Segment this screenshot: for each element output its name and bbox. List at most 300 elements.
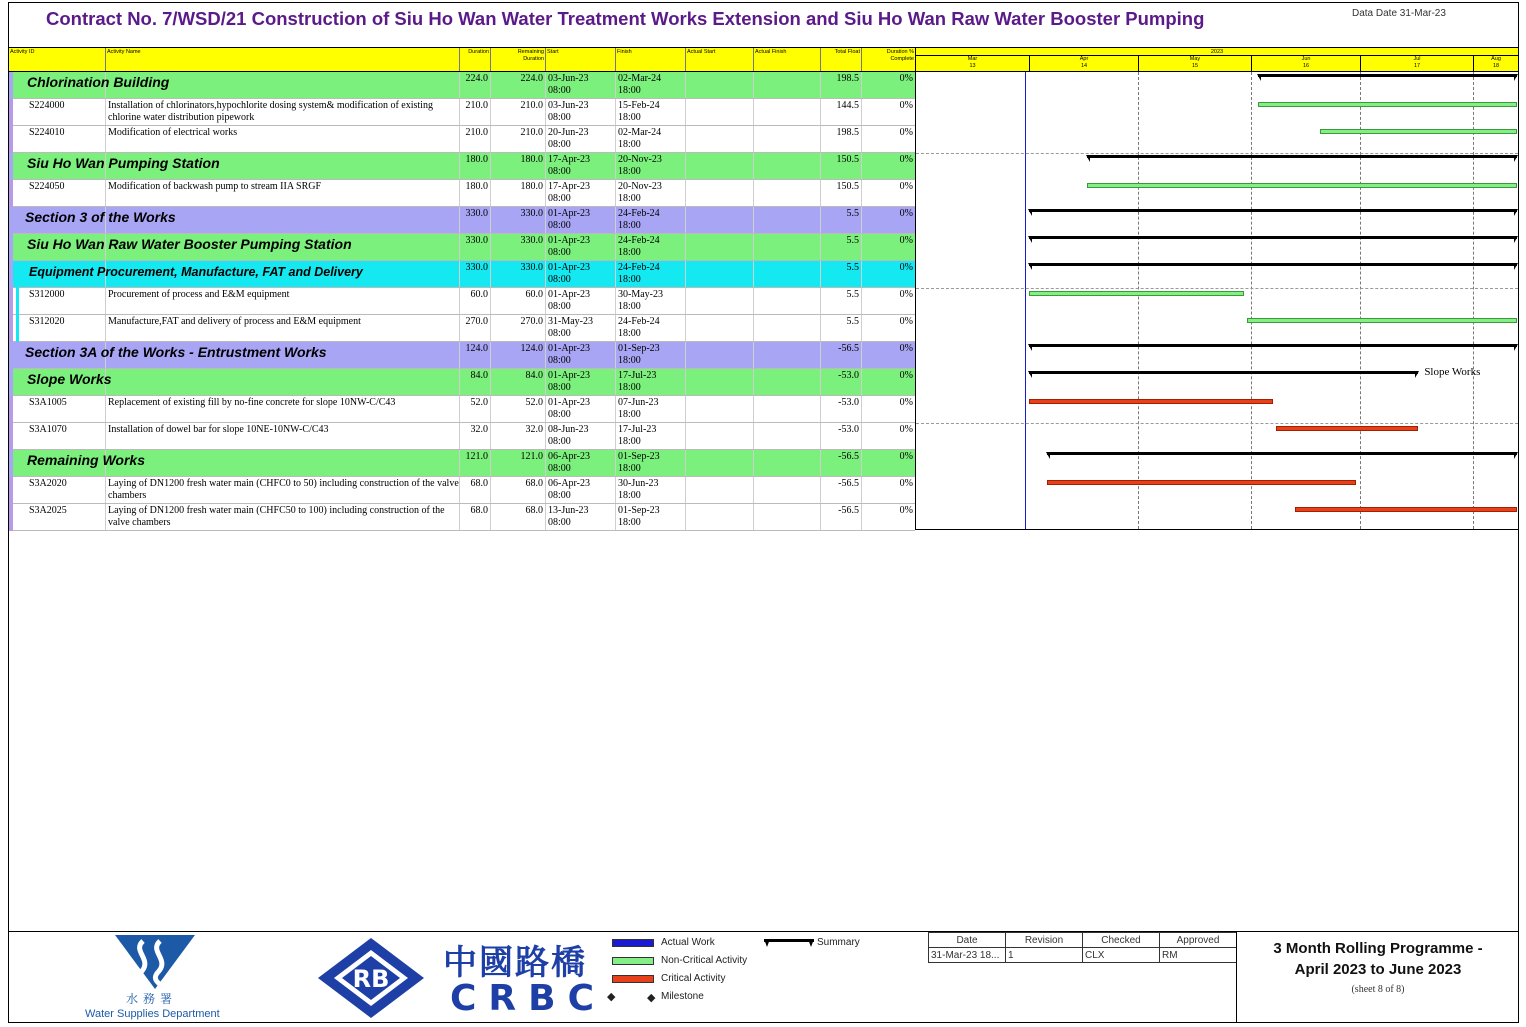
activity-row[interactable] xyxy=(9,288,915,315)
remaining-duration: 32.0 xyxy=(491,423,546,449)
actual-finish xyxy=(754,261,821,287)
footer-divider xyxy=(9,931,1519,932)
actual-finish xyxy=(754,450,821,476)
finish-date xyxy=(616,450,686,476)
table-header xyxy=(9,47,915,72)
total-float: -56.5 xyxy=(821,504,862,530)
total-float: 5.5 xyxy=(821,315,862,341)
finish-date xyxy=(616,342,686,368)
finish-date-value: 30-Jun-23 xyxy=(618,478,659,489)
actual-start xyxy=(686,99,754,125)
start-date xyxy=(546,72,616,98)
col-total-float[interactable]: Total Float xyxy=(821,48,862,71)
duration: 330.0 xyxy=(460,234,491,260)
duration: 330.0 xyxy=(460,207,491,233)
start-date-value: 06-Apr-23 xyxy=(548,451,591,462)
legend-critical-swatch xyxy=(612,975,654,983)
actual-finish xyxy=(754,180,821,206)
remaining-duration: 84.0 xyxy=(491,369,546,395)
wbs-group-name: Section 3 of the Works xyxy=(25,209,176,225)
milestone-icon: ◆ xyxy=(607,991,616,1003)
actual-finish xyxy=(754,99,821,125)
critical-activity-bar[interactable] xyxy=(1295,507,1517,512)
summary-bar-icon xyxy=(764,938,814,950)
start-date xyxy=(546,477,616,503)
month-gridline xyxy=(1251,72,1252,529)
actual-start xyxy=(686,315,754,341)
col-remaining-label: Remaining xyxy=(517,49,544,55)
finish-date xyxy=(616,261,686,287)
duration: 52.0 xyxy=(460,396,491,422)
programme-title-line-1: 3 Month Rolling Programme - xyxy=(1273,940,1483,957)
duration-percent: 0% xyxy=(899,208,913,219)
activity-name: Laying of DN1200 fresh water main (CHFC50 to 100) including construction of the valve chambers xyxy=(106,504,460,530)
critical-activity-bar[interactable] xyxy=(1029,399,1273,404)
summary-bar[interactable] xyxy=(1047,452,1516,455)
rev-header-checked: Checked xyxy=(1083,933,1160,948)
page-title: Contract No. 7/WSD/21 Construction of Siu Ho Wan Water Treatment Works Extension and Siu Ho Wan Raw Water Booster Pumping xyxy=(46,8,1205,29)
remaining-duration: 330.0 xyxy=(491,234,546,260)
start-time-value: 08:00 xyxy=(548,274,571,285)
remaining-duration: 60.0 xyxy=(491,288,546,314)
duration: 32.0 xyxy=(460,423,491,449)
total-float: -53.0 xyxy=(821,369,862,395)
finish-date-value: 20-Nov-23 xyxy=(618,181,662,192)
actual-finish xyxy=(754,126,821,152)
duration-percent: 0% xyxy=(899,73,913,84)
finish-date xyxy=(616,99,686,125)
finish-date-value: 30-May-23 xyxy=(618,289,663,300)
start-date-value: 01-Apr-23 xyxy=(548,370,591,381)
remaining-duration: 210.0 xyxy=(491,99,546,125)
bar-label: Slope Works xyxy=(1424,366,1481,378)
summary-bar[interactable] xyxy=(1029,236,1517,239)
actual-finish xyxy=(754,288,821,314)
start-date-value: 01-Apr-23 xyxy=(548,397,591,408)
noncritical-activity-bar[interactable] xyxy=(1247,318,1516,323)
col-pct-label-2: Complete xyxy=(890,56,914,62)
wbs-group-row[interactable] xyxy=(9,369,915,396)
duration: 270.0 xyxy=(460,315,491,341)
start-date xyxy=(546,207,616,233)
total-float: 150.5 xyxy=(821,180,862,206)
month-number: 16 xyxy=(1302,63,1310,69)
total-float: 198.5 xyxy=(821,72,862,98)
total-float: 5.5 xyxy=(821,234,862,260)
start-time-value: 08:00 xyxy=(548,301,571,312)
duration-percent: 0% xyxy=(899,370,913,381)
start-date xyxy=(546,234,616,260)
month-name: Aug xyxy=(1491,56,1501,62)
finish-time-value: 18:00 xyxy=(618,436,641,447)
finish-date-value: 17-Jul-23 xyxy=(618,424,657,435)
actual-finish xyxy=(754,369,821,395)
start-time-value: 08:00 xyxy=(548,112,571,123)
month-number: 15 xyxy=(1191,63,1199,69)
start-time-value: 08:00 xyxy=(548,463,571,474)
activity-id: S224050 xyxy=(9,180,106,206)
rev-header-date: Date xyxy=(929,933,1006,948)
finish-date-value: 24-Feb-24 xyxy=(618,316,660,327)
finish-date xyxy=(616,72,686,98)
start-date xyxy=(546,99,616,125)
finish-time-value: 18:00 xyxy=(618,220,641,231)
legend-actual-work: Actual Work xyxy=(661,937,715,948)
programme-title xyxy=(1238,938,1518,980)
activity-name: Procurement of process and E&M equipment xyxy=(106,288,460,314)
finish-time-value: 18:00 xyxy=(618,301,641,312)
col-pct-label: Duration % xyxy=(886,49,914,55)
activity-name: Replacement of existing fill by no-fine concrete for slope 10NW-C/C43 xyxy=(106,396,460,422)
actual-start xyxy=(686,180,754,206)
start-date xyxy=(546,450,616,476)
duration-percent: 0% xyxy=(899,478,913,489)
month-gridline xyxy=(1138,72,1139,529)
rev-value-date: 31-Mar-23 18... xyxy=(929,948,1006,963)
wbs-group-name: Remaining Works xyxy=(27,452,145,468)
actual-start xyxy=(686,72,754,98)
duration-percent: 0% xyxy=(899,397,913,408)
start-time-value: 08:00 xyxy=(548,355,571,366)
remaining-duration: 330.0 xyxy=(491,207,546,233)
actual-finish xyxy=(754,315,821,341)
finish-date xyxy=(616,504,686,530)
programme-title-line-2: April 2023 to June 2023 xyxy=(1294,961,1462,978)
activity-name: Modification of backwash pump to stream IIA SRGF xyxy=(106,180,460,206)
actual-finish xyxy=(754,207,821,233)
wbs-group-row[interactable] xyxy=(9,450,915,477)
legend-noncritical-swatch xyxy=(612,957,654,965)
month-number: 13 xyxy=(969,63,976,69)
legend-summary: Summary xyxy=(817,937,860,948)
rev-value-approved: RM xyxy=(1160,948,1237,963)
crbc-mark-text: RB xyxy=(352,965,390,993)
duration: 224.0 xyxy=(460,72,491,98)
actual-finish xyxy=(754,72,821,98)
start-date xyxy=(546,180,616,206)
finish-date-value: 24-Feb-24 xyxy=(618,235,660,246)
finish-date-value: 02-Mar-24 xyxy=(618,73,662,84)
rev-header-approved: Approved xyxy=(1160,933,1237,948)
data-date-line xyxy=(1025,72,1026,529)
actual-start xyxy=(686,261,754,287)
noncritical-activity-bar[interactable] xyxy=(1029,291,1244,296)
finish-date-value: 20-Nov-23 xyxy=(618,154,662,165)
finish-time-value: 18:00 xyxy=(618,166,641,177)
finish-date xyxy=(616,234,686,260)
start-date-value: 01-Apr-23 xyxy=(548,262,591,273)
milestone-icon-2: ◆ xyxy=(647,992,656,1004)
start-date xyxy=(546,369,616,395)
start-time-value: 08:00 xyxy=(548,436,571,447)
start-date xyxy=(546,396,616,422)
timescale-month xyxy=(916,56,1029,72)
wbs-group-name: Chlorination Building xyxy=(27,74,170,90)
activity-id: S3A1070 xyxy=(9,423,106,449)
activity-id: S312000 xyxy=(9,288,106,314)
actual-start xyxy=(686,396,754,422)
summary-bar[interactable] xyxy=(1258,74,1516,77)
remaining-duration: 270.0 xyxy=(491,315,546,341)
finish-time-value: 18:00 xyxy=(618,328,641,339)
col-remaining-label-2: Duration xyxy=(523,56,544,62)
actual-finish xyxy=(754,153,821,179)
noncritical-activity-bar[interactable] xyxy=(1087,183,1516,188)
actual-start xyxy=(686,423,754,449)
finish-date-value: 24-Feb-24 xyxy=(618,208,660,219)
summary-bar[interactable] xyxy=(1029,263,1517,266)
col-duration[interactable]: Duration xyxy=(460,48,491,71)
actual-start xyxy=(686,369,754,395)
actual-start xyxy=(686,504,754,530)
month-name: Mar xyxy=(967,56,978,62)
duration: 68.0 xyxy=(460,477,491,503)
duration: 330.0 xyxy=(460,261,491,287)
duration-percent: 0% xyxy=(899,235,913,246)
start-time-value: 08:00 xyxy=(548,490,571,501)
finish-date-value: 07-Jun-23 xyxy=(618,397,659,408)
col-start[interactable]: Start xyxy=(546,48,616,71)
actual-start xyxy=(686,153,754,179)
duration-percent: 0% xyxy=(899,316,913,327)
finish-date-value: 02-Mar-24 xyxy=(618,127,662,138)
total-float: -56.5 xyxy=(821,450,862,476)
remaining-duration: 124.0 xyxy=(491,342,546,368)
critical-activity-bar[interactable] xyxy=(1276,426,1418,431)
duration: 210.0 xyxy=(460,99,491,125)
remaining-duration: 180.0 xyxy=(491,180,546,206)
month-gridline xyxy=(1360,72,1361,529)
total-float: 5.5 xyxy=(821,261,862,287)
wbs-group-name: Siu Ho Wan Raw Water Booster Pumping Station xyxy=(27,236,352,252)
activity-row[interactable] xyxy=(9,180,915,207)
row-band-separator xyxy=(916,153,1518,154)
start-date-value: 31-May-23 xyxy=(548,316,593,327)
rev-header-revision: Revision xyxy=(1006,933,1083,948)
col-activity-id[interactable]: Activity ID xyxy=(9,48,106,71)
actual-start xyxy=(686,234,754,260)
col-remaining-duration[interactable] xyxy=(491,48,546,71)
finish-date-value: 24-Feb-24 xyxy=(618,262,660,273)
wbs-group-name: Slope Works xyxy=(27,371,112,387)
activity-name: Installation of chlorinators,hypochlorite dosing system& modification of existing chlorine water distribution pipework xyxy=(106,99,460,125)
finish-date-value: 15-Feb-24 xyxy=(618,100,660,111)
duration: 84.0 xyxy=(460,369,491,395)
activity-name: Manufacture,FAT and delivery of process and E&M equipment xyxy=(106,315,460,341)
finish-time-value: 18:00 xyxy=(618,247,641,258)
revision-table xyxy=(928,932,1237,963)
activity-id: S3A2025 xyxy=(9,504,106,530)
remaining-duration: 52.0 xyxy=(491,396,546,422)
activity-name: Laying of DN1200 fresh water main (CHFC0 to 50) including construction of the valve chambers xyxy=(108,478,459,501)
start-date-value: 06-Apr-23 xyxy=(548,478,591,489)
noncritical-activity-bar[interactable] xyxy=(1258,102,1516,107)
total-float: -53.0 xyxy=(821,423,862,449)
finish-time-value: 18:00 xyxy=(618,112,641,123)
finish-time-value: 18:00 xyxy=(618,490,641,501)
start-time-value: 08:00 xyxy=(548,166,571,177)
month-name: Jul xyxy=(1413,56,1421,62)
duration: 210.0 xyxy=(460,126,491,152)
finish-date xyxy=(616,369,686,395)
rev-value-revision: 1 xyxy=(1006,948,1083,963)
month-number: 18 xyxy=(1492,63,1500,69)
row-band-separator xyxy=(916,423,1518,424)
activity-id: S3A2020 xyxy=(9,477,106,503)
wbs-group-name: Siu Ho Wan Pumping Station xyxy=(27,155,220,171)
wbs-group-row[interactable] xyxy=(9,261,915,288)
duration: 124.0 xyxy=(460,342,491,368)
activity-row[interactable] xyxy=(9,315,915,342)
finish-date-value: 17-Jul-23 xyxy=(618,370,657,381)
actual-start xyxy=(686,288,754,314)
finish-time-value: 18:00 xyxy=(618,409,641,420)
actual-start xyxy=(686,207,754,233)
total-float: -56.5 xyxy=(821,342,862,368)
activity-id: S224000 xyxy=(9,99,106,125)
footer-separator xyxy=(1236,932,1237,1023)
start-date-value: 17-Apr-23 xyxy=(548,181,591,192)
start-date-value: 08-Jun-23 xyxy=(548,424,589,435)
finish-time-value: 18:00 xyxy=(618,517,641,528)
start-date-value: 01-Apr-23 xyxy=(548,235,591,246)
start-date-value: 03-Jun-23 xyxy=(548,100,589,111)
wbs-group-row[interactable] xyxy=(9,72,915,99)
start-date-value: 13-Jun-23 xyxy=(548,505,589,516)
start-date-value: 01-Apr-23 xyxy=(548,289,591,300)
finish-date xyxy=(616,477,686,503)
wbs-group-name: Equipment Procurement, Manufacture, FAT and Delivery xyxy=(29,265,363,279)
data-date: Data Date 31-Mar-23 xyxy=(1352,8,1446,19)
start-time-value: 08:00 xyxy=(548,517,571,528)
duration: 180.0 xyxy=(460,180,491,206)
col-actual-start[interactable]: Actual Start xyxy=(686,48,754,71)
remaining-duration: 210.0 xyxy=(491,126,546,152)
actual-start xyxy=(686,477,754,503)
wsd-english-name: Water Supplies Department xyxy=(85,1008,220,1020)
activity-row[interactable] xyxy=(9,423,915,450)
total-float: 198.5 xyxy=(821,126,862,152)
actual-start xyxy=(686,342,754,368)
start-date xyxy=(546,504,616,530)
gantt-timescale xyxy=(916,47,1518,72)
wbs-group-row[interactable] xyxy=(9,342,915,369)
rev-value-checked: CLX xyxy=(1083,948,1160,963)
wbs-group-row[interactable] xyxy=(9,234,915,261)
finish-date-value: 01-Sep-23 xyxy=(618,451,660,462)
finish-date-value: 01-Sep-23 xyxy=(618,343,660,354)
actual-finish xyxy=(754,234,821,260)
remaining-duration: 224.0 xyxy=(491,72,546,98)
actual-finish xyxy=(754,423,821,449)
finish-date-value: 01-Sep-23 xyxy=(618,505,660,516)
activity-row[interactable] xyxy=(9,504,915,531)
summary-bar[interactable] xyxy=(1029,209,1517,212)
activity-id: S224010 xyxy=(9,126,106,152)
start-time-value: 08:00 xyxy=(548,409,571,420)
critical-activity-bar[interactable] xyxy=(1047,480,1356,485)
duration-percent: 0% xyxy=(899,343,913,354)
start-time-value: 08:00 xyxy=(548,220,571,231)
summary-bar[interactable] xyxy=(1029,371,1418,374)
start-date xyxy=(546,288,616,314)
activity-row[interactable] xyxy=(9,126,915,153)
total-float: -53.0 xyxy=(821,396,862,422)
month-gridline xyxy=(1473,72,1474,529)
wbs-group-name: Section 3A of the Works - Entrustment Works xyxy=(25,344,327,360)
activity-row[interactable] xyxy=(9,477,915,504)
start-date-value: 03-Jun-23 xyxy=(548,73,589,84)
col-duration-pct[interactable] xyxy=(862,48,915,71)
remaining-duration: 180.0 xyxy=(491,153,546,179)
summary-bar[interactable] xyxy=(1087,155,1516,158)
col-actual-finish[interactable]: Actual Finish xyxy=(754,48,821,71)
actual-start xyxy=(686,126,754,152)
finish-date xyxy=(616,423,686,449)
start-date-value: 01-Apr-23 xyxy=(548,208,591,219)
activity-row[interactable] xyxy=(9,396,915,423)
start-date-value: 17-Apr-23 xyxy=(548,154,591,165)
actual-finish xyxy=(754,504,821,530)
legend-non-critical: Non-Critical Activity xyxy=(661,955,748,966)
col-activity-name[interactable]: Activity Name xyxy=(106,48,460,71)
month-number: 17 xyxy=(1413,63,1421,69)
month-name: Apr xyxy=(1079,56,1089,62)
activity-name: Installation of dowel bar for slope 10NE-10NW-C/C43 xyxy=(106,423,460,449)
summary-bar[interactable] xyxy=(1029,344,1517,347)
wbs-group-row[interactable] xyxy=(9,207,915,234)
actual-finish xyxy=(754,396,821,422)
legend-milestone: Milestone xyxy=(661,991,704,1002)
legend-actual-swatch xyxy=(612,939,654,947)
noncritical-activity-bar[interactable] xyxy=(1320,129,1517,134)
duration-percent: 0% xyxy=(899,451,913,462)
timescale-year: 2023 xyxy=(916,48,1518,56)
wsd-chinese-name: 水務署 xyxy=(126,992,178,1006)
duration: 121.0 xyxy=(460,450,491,476)
finish-time-value: 18:00 xyxy=(618,382,641,393)
duration-percent: 0% xyxy=(899,100,913,111)
duration: 180.0 xyxy=(460,153,491,179)
duration: 68.0 xyxy=(460,504,491,530)
finish-date xyxy=(616,153,686,179)
timescale-month xyxy=(1360,56,1473,72)
activity-row[interactable] xyxy=(9,99,915,126)
month-name: Jun xyxy=(1301,56,1311,62)
start-date xyxy=(546,261,616,287)
start-time-value: 08:00 xyxy=(548,139,571,150)
duration-percent: 0% xyxy=(899,289,913,300)
start-date xyxy=(546,423,616,449)
legend-critical: Critical Activity xyxy=(661,973,726,984)
start-date-value: 01-Apr-23 xyxy=(548,343,591,354)
finish-date xyxy=(616,180,686,206)
start-date-value: 20-Jun-23 xyxy=(548,127,589,138)
finish-date xyxy=(616,207,686,233)
start-time-value: 08:00 xyxy=(548,193,571,204)
total-float: 144.5 xyxy=(821,99,862,125)
start-time-value: 08:00 xyxy=(548,382,571,393)
remaining-duration: 68.0 xyxy=(491,504,546,530)
finish-time-value: 18:00 xyxy=(618,274,641,285)
finish-time-value: 18:00 xyxy=(618,355,641,366)
wbs-group-row[interactable] xyxy=(9,153,915,180)
gantt-chart xyxy=(915,47,1519,530)
col-finish[interactable]: Finish xyxy=(616,48,686,71)
crbc-diamond-logo xyxy=(316,936,426,1020)
timescale-month xyxy=(1138,56,1251,72)
finish-time-value: 18:00 xyxy=(618,139,641,150)
